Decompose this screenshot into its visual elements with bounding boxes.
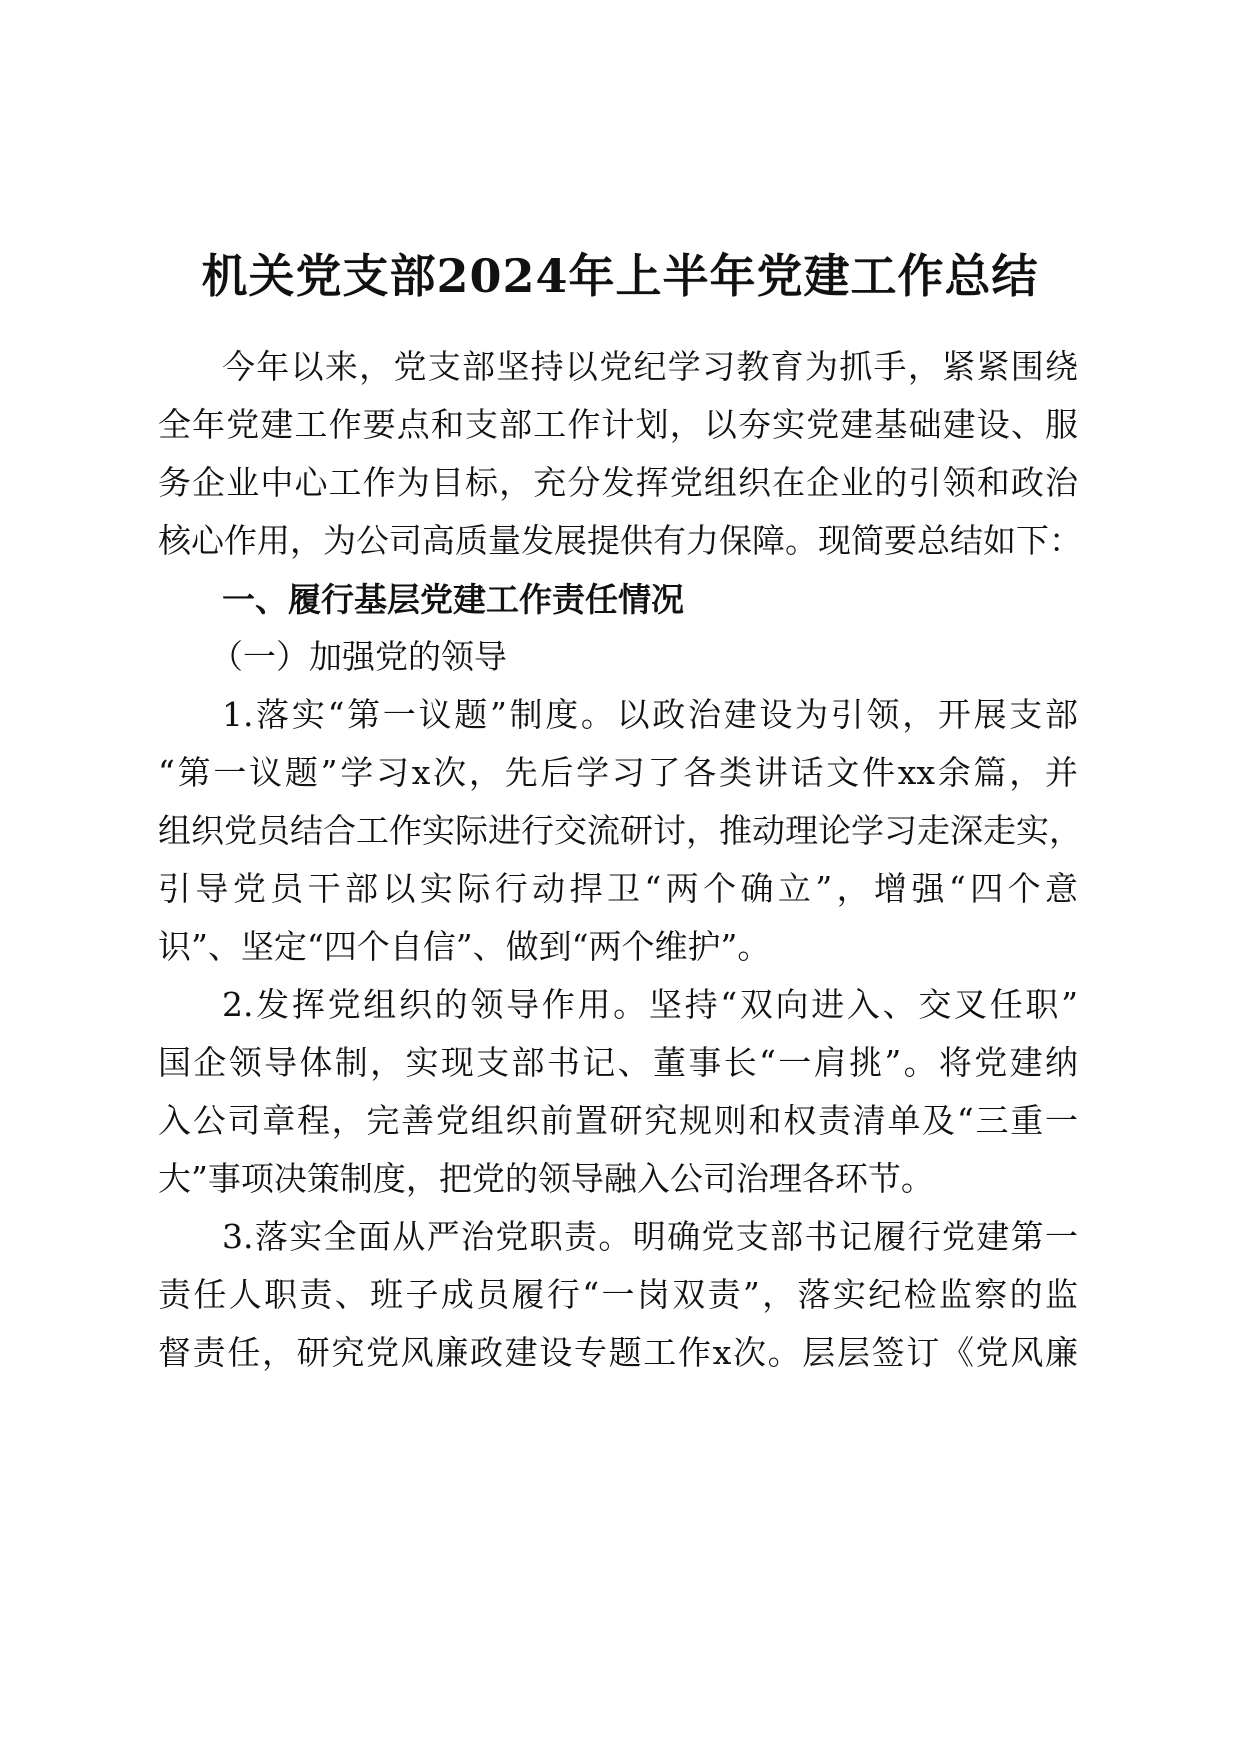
item1-line-3: 组织党员结合工作实际进行交流研讨，推动理论学习走深走实， <box>158 811 1082 850</box>
item2-line-3: 入公司章程，完善党组织前置研究规则和权责清单及“三重一 <box>158 1101 1078 1140</box>
item1-line-2: “第一议题”学习x次，先后学习了各类讲话文件xx余篇，并 <box>158 753 1078 792</box>
intro-line-1: 今年以来，党支部坚持以党纪学习教育为抓手，紧紧围绕 <box>222 347 1078 386</box>
item2-line-2: 国企领导体制，实现支部书记、董事长“一肩挑”。将党建纳 <box>158 1043 1078 1082</box>
section-heading-1: 一、履行基层党建工作责任情况 <box>222 580 684 619</box>
item1-line-5: 识”、坚定“四个自信”、做到“两个维护”。 <box>158 927 771 966</box>
intro-line-3: 务企业中心工作为目标，充分发挥党组织在企业的引领和政治 <box>158 463 1078 502</box>
item1-line-4: 引导党员干部以实际行动捍卫“两个确立”，增强“四个意 <box>158 869 1078 908</box>
item1-line-1: 1.落实“第一议题”制度。以政治建设为引领，开展支部 <box>222 695 1078 734</box>
item2-line-4: 大”事项决策制度，把党的领导融入公司治理各环节。 <box>158 1159 934 1198</box>
intro-line-2: 全年党建工作要点和支部工作计划，以夯实党建基础建设、服 <box>158 405 1078 444</box>
item3-line-1: 3.落实全面从严治党职责。明确党支部书记履行党建第一 <box>222 1217 1078 1256</box>
document-title: 机关党支部2024年上半年党建工作总结 <box>201 249 1039 303</box>
item3-line-3: 督责任，研究党风廉政建设专题工作x次。层层签订《党风廉 <box>158 1333 1078 1372</box>
subsection-heading-1: （一）加强党的领导 <box>210 637 507 676</box>
intro-line-4: 核心作用，为公司高质量发展提供有力保障。现简要总结如下： <box>158 521 1082 560</box>
item2-line-1: 2.发挥党组织的领导作用。坚持“双向进入、交叉任职” <box>222 985 1078 1024</box>
item3-line-2: 责任人职责、班子成员履行“一岗双责”，落实纪检监察的监 <box>158 1275 1078 1314</box>
